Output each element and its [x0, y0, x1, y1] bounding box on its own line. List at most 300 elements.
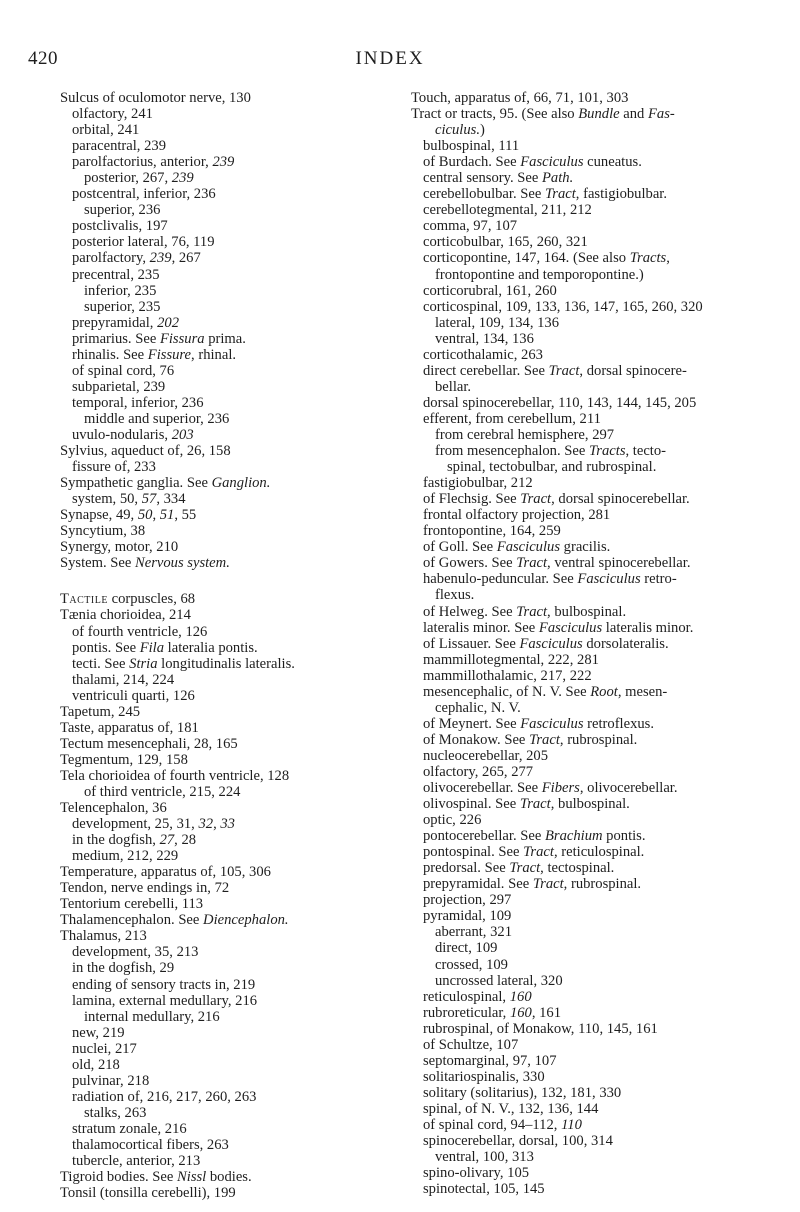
- index-entry: [60, 1185, 410, 1201]
- entry-italic-text: Fibers: [541, 780, 580, 797]
- entry-text: mammillothalamic, 217, 222: [423, 667, 592, 684]
- index-entry: [411, 908, 783, 924]
- index-entry: [60, 507, 410, 523]
- index-entry: [60, 90, 410, 106]
- entry-text: corticorubral, 161, 260: [423, 282, 557, 299]
- entry-text: olfactory, 265, 277: [423, 763, 534, 780]
- entry-text: direct, 109: [435, 940, 498, 957]
- entry-text: parolfactorius, anterior,: [72, 154, 213, 171]
- index-entry: [411, 507, 783, 523]
- index-entry: [60, 640, 410, 656]
- entry-italic-text: Tract: [544, 186, 576, 203]
- entry-text: fastigiobulbar, 212: [423, 475, 533, 492]
- index-entry: [60, 816, 410, 832]
- index-entry: [411, 443, 783, 459]
- index-entry: [60, 720, 410, 736]
- entry-text: longitudinalis lateralis.: [157, 655, 295, 672]
- index-entry: [60, 768, 410, 784]
- index-entry: [60, 491, 410, 507]
- index-entry: [60, 347, 410, 363]
- entry-text: retroflexus.: [583, 715, 655, 732]
- index-entry: [60, 977, 410, 993]
- entry-text: of Meynert. See: [423, 715, 521, 732]
- entry-text: efferent, from cerebellum, 211: [423, 410, 601, 427]
- entry-text: frontopontine, 164, 259: [423, 523, 561, 540]
- index-entry: [411, 1181, 783, 1197]
- index-entry: [411, 780, 783, 796]
- index-entry: [60, 784, 410, 800]
- entry-text: aberrant, 321: [435, 924, 512, 941]
- index-entry: [411, 700, 783, 716]
- entry-text: of Helweg. See: [423, 603, 517, 620]
- entry-text: , 55: [174, 507, 197, 524]
- entry-text: new, 219: [72, 1024, 125, 1041]
- entry-text: , ventral spinocerebellar.: [547, 555, 691, 572]
- entry-text: middle and superior, 236: [84, 410, 230, 427]
- index-column-left: [60, 90, 410, 1201]
- entry-text: in the dogfish,: [72, 832, 160, 849]
- entry-text: comma, 97, 107: [423, 218, 518, 235]
- entry-text: prima.: [204, 330, 246, 347]
- entry-text: Sulcus of oculomotor nerve, 130: [60, 90, 251, 106]
- entry-text: in the dogfish, 29: [72, 960, 175, 977]
- entry-text: , 161: [531, 1004, 562, 1021]
- entry-text: lateralis minor.: [602, 619, 694, 636]
- index-entry: [60, 1169, 410, 1185]
- entry-text: central sensory. See: [423, 170, 543, 187]
- entry-text: pontocerebellar. See: [423, 828, 545, 845]
- index-entry: [60, 411, 410, 427]
- entry-italic-text: Tract: [516, 603, 548, 620]
- entry-italic-text: 160: [509, 988, 532, 1005]
- entry-text: postclivalis, 197: [72, 218, 168, 235]
- entry-italic-text: ciculus.: [435, 122, 480, 139]
- entry-text: ending of sensory tracts in, 219: [72, 976, 256, 993]
- entry-text: lamina, external medullary, 216: [72, 992, 258, 1009]
- entry-text: old, 218: [72, 1056, 120, 1073]
- index-entry: [411, 411, 783, 427]
- index-entry: [60, 379, 410, 395]
- entry-text: direct cerebellar. See: [423, 362, 549, 379]
- entry-text: , 267: [171, 250, 201, 267]
- index-entry: [60, 459, 410, 475]
- entry-italic-text: Tract: [516, 555, 548, 572]
- entry-text: prepyramidal,: [72, 314, 158, 331]
- index-entry: [60, 283, 410, 299]
- index-entry: [411, 347, 783, 363]
- index-entry: [411, 1037, 783, 1053]
- entry-italic-text: Tract: [532, 876, 564, 893]
- entry-italic-text: Tract: [520, 491, 552, 508]
- entry-text: prepyramidal. See: [423, 876, 533, 893]
- index-entry: [411, 218, 783, 234]
- index-entry: [411, 957, 783, 973]
- entry-text: rubrospinal, of Monakow, 110, 145, 161: [423, 1020, 658, 1037]
- index-entry: [411, 844, 783, 860]
- entry-text: superior, 236: [84, 202, 161, 219]
- index-entry: [411, 363, 783, 379]
- index-entry: [411, 860, 783, 876]
- entry-text: solitariospinalis, 330: [423, 1068, 545, 1085]
- entry-italic-text: 203: [171, 426, 194, 443]
- entry-text: of Gowers. See: [423, 555, 517, 572]
- index-entry: [411, 1021, 783, 1037]
- entry-text: uncrossed lateral, 320: [435, 972, 563, 989]
- entry-italic-text: Brachium: [544, 828, 603, 845]
- index-entry: [411, 267, 783, 283]
- index-entry: [411, 138, 783, 154]
- index-entry: [411, 1133, 783, 1149]
- index-entry: [411, 331, 783, 347]
- index-entry: [411, 989, 783, 1005]
- entry-text: , rhinal.: [191, 346, 237, 363]
- entry-text: crossed, 109: [435, 956, 508, 973]
- entry-text: projection, 297: [423, 892, 512, 909]
- entry-text: orbital, 241: [72, 122, 140, 139]
- entry-text: thalami, 214, 224: [72, 671, 175, 688]
- running-title: INDEX: [355, 48, 425, 69]
- index-entry: [411, 186, 783, 202]
- index-entry: [60, 896, 410, 912]
- index-entry: [60, 202, 410, 218]
- entry-text: rubroreticular,: [423, 1004, 510, 1021]
- entry-italic-text: 32: [198, 816, 214, 833]
- index-entry: [60, 1041, 410, 1057]
- entry-text: ventriculi quarti, 126: [72, 687, 195, 704]
- entry-text: Touch, apparatus of, 66, 71, 101, 303: [411, 90, 629, 106]
- entry-text: posterior, 267,: [84, 170, 172, 187]
- entry-text: of Goll. See: [423, 539, 497, 556]
- entry-italic-text: 239: [171, 170, 194, 187]
- entry-text: Telencephalon, 36: [60, 800, 167, 817]
- entry-text: Syncytium, 38: [60, 523, 146, 540]
- index-entry: [411, 587, 783, 603]
- entry-text: cuneatus.: [583, 154, 642, 171]
- entry-text: radiation of, 216, 217, 260, 263: [72, 1088, 257, 1105]
- entry-text: development, 25, 31,: [72, 816, 199, 833]
- entry-text: medium, 212, 229: [72, 848, 179, 865]
- entry-text: spino-olivary, 105: [423, 1165, 530, 1182]
- entry-text: solitary (solitarius), 132, 181, 330: [423, 1084, 622, 1101]
- entry-text: predorsal. See: [423, 860, 510, 877]
- entry-italic-text: Fasciculus: [520, 154, 584, 171]
- index-entry: [60, 704, 410, 720]
- entry-text: from cerebral hemisphere, 297: [435, 426, 615, 443]
- index-entry: [60, 331, 410, 347]
- entry-italic-text: Tract: [523, 844, 554, 861]
- entry-text: dorsolateralis.: [582, 635, 669, 652]
- index-entry: [60, 395, 410, 411]
- entry-text: of fourth ventricle, 126: [72, 623, 208, 640]
- entry-italic-text: Tracts: [589, 443, 626, 460]
- index-entry: [411, 90, 783, 106]
- index-entry: [60, 607, 410, 623]
- entry-italic-text: 202: [157, 314, 179, 331]
- index-entry: [60, 267, 410, 283]
- index-entry: [411, 1149, 783, 1165]
- entry-italic-text: Tract: [509, 860, 541, 877]
- index-entry: [411, 1053, 783, 1069]
- entry-italic-text: 57: [141, 491, 157, 508]
- index-entry: [60, 106, 410, 122]
- index-entry: [60, 944, 410, 960]
- entry-text: of Lissauer. See: [423, 635, 520, 652]
- entry-italic-text: Diencephalon.: [203, 912, 289, 929]
- index-entry: [60, 624, 410, 640]
- entry-text: ,: [666, 250, 670, 267]
- entry-text: corpuscles, 68: [107, 591, 196, 608]
- entry-text: bellar.: [435, 378, 472, 395]
- entry-text: , rubrospinal.: [559, 731, 638, 748]
- entry-text: rhinalis. See: [72, 346, 148, 363]
- index-entry: [60, 315, 410, 331]
- entry-text: Taste, apparatus of, 181: [60, 719, 199, 736]
- entry-text: spinocerebellar, dorsal, 100, 314: [423, 1133, 613, 1150]
- entry-text: of Monakow. See: [423, 731, 530, 748]
- entry-text: Tectum mesencephali, 28, 165: [60, 735, 238, 752]
- entry-text: mammillotegmental, 222, 281: [423, 651, 599, 668]
- entry-text: , dorsal spinocere-: [579, 362, 687, 379]
- entry-text: lateralis minor. See: [423, 619, 539, 636]
- entry-italic-text: 239: [212, 154, 235, 171]
- entry-text: , reticulospinal.: [553, 844, 645, 861]
- index-entry: [60, 234, 410, 250]
- entry-italic-text: 110: [561, 1117, 582, 1133]
- entry-text: , tecto-: [625, 443, 667, 460]
- index-entry: [411, 684, 783, 700]
- index-entry: [411, 459, 783, 475]
- entry-text: pulvinar, 218: [72, 1072, 150, 1089]
- index-entry: [60, 1137, 410, 1153]
- index-entry: [411, 1085, 783, 1101]
- entry-text: Synergy, motor, 210: [60, 539, 179, 556]
- index-entry: [411, 892, 783, 908]
- index-entry: [60, 960, 410, 976]
- entry-text: of Burdach. See: [423, 154, 521, 171]
- entry-text: Tract or tracts, 95. (See also: [411, 106, 579, 123]
- entry-italic-text: Stria: [129, 655, 158, 672]
- entry-text: optic, 226: [423, 812, 482, 829]
- index-entry: [60, 912, 410, 928]
- entry-text: corticobulbar, 165, 260, 321: [423, 234, 588, 251]
- index-entry: [411, 250, 783, 266]
- entry-text: tubercle, anterior, 213: [72, 1153, 201, 1170]
- entry-text: Tænia chorioidea, 214: [60, 607, 191, 624]
- entry-italic-text: Tract: [519, 796, 551, 813]
- entry-text: ventral, 100, 313: [435, 1149, 534, 1166]
- index-entry: [60, 1073, 410, 1089]
- index-entry: [411, 1117, 783, 1133]
- index-entry: [60, 864, 410, 880]
- page-header: [28, 48, 752, 74]
- entry-text: System. See: [60, 555, 135, 572]
- entry-text: system, 50,: [72, 491, 142, 508]
- index-entry: [411, 940, 783, 956]
- entry-text: flexus.: [435, 587, 475, 604]
- entry-text: of third ventricle, 215, 224: [84, 783, 241, 800]
- index-entry: [60, 299, 410, 315]
- entry-text: of Schultze, 107: [423, 1036, 519, 1053]
- entry-italic-text: Tract: [529, 731, 560, 748]
- index-column-right: [411, 90, 783, 1197]
- entry-text: , olivocerebellar.: [579, 780, 678, 797]
- entry-text: bulbospinal, 111: [423, 138, 520, 155]
- entry-italic-text: 239: [149, 250, 172, 267]
- index-entry: [411, 122, 783, 138]
- entry-text: Tentorium cerebelli, 113: [60, 896, 204, 913]
- index-entry: [411, 748, 783, 764]
- index-entry: [411, 796, 783, 812]
- entry-text: , mesen-: [617, 683, 668, 700]
- index-entry: [411, 1101, 783, 1117]
- index-entry: [60, 363, 410, 379]
- index-entry: [411, 427, 783, 443]
- entry-italic-text: 33: [220, 816, 235, 833]
- entry-text: Tela chorioidea of fourth ventricle, 128: [60, 767, 290, 784]
- entry-italic-text: Tract: [548, 362, 580, 379]
- entry-text: of spinal cord, 76: [72, 362, 175, 379]
- index-entry: [411, 571, 783, 587]
- entry-text: pyramidal, 109: [423, 908, 512, 925]
- index-entry: [60, 1009, 410, 1025]
- entry-text: Temperature, apparatus of, 105, 306: [60, 864, 271, 881]
- entry-text: corticothalamic, 263: [423, 346, 543, 363]
- index-entry: [60, 170, 410, 186]
- index-entry: [60, 427, 410, 443]
- entry-text: corticopontine, 147, 164. (See also: [423, 250, 630, 267]
- index-entry: [411, 379, 783, 395]
- entry-italic-text: Ganglion.: [211, 475, 271, 492]
- entry-text: spinotectal, 105, 145: [423, 1181, 545, 1198]
- index-entry: [60, 591, 410, 607]
- index-entry: [411, 555, 783, 571]
- entry-text: reticulospinal,: [423, 988, 510, 1005]
- entry-text: Sympathetic ganglia. See: [60, 475, 212, 492]
- entry-italic-text: Fas-: [647, 106, 675, 123]
- entry-text: gracilis.: [560, 539, 611, 556]
- entry-text: , fastigiobulbar.: [575, 186, 667, 203]
- entry-italic-text: Fissura: [159, 330, 205, 347]
- entry-text: Thalamencephalon. See: [60, 912, 204, 929]
- index-entry: [60, 832, 410, 848]
- index-entry: [60, 848, 410, 864]
- entry-text: internal medullary, 216: [84, 1008, 220, 1025]
- index-entry: [60, 800, 410, 816]
- entry-text: Tendon, nerve endings in, 72: [60, 880, 230, 897]
- entry-italic-text: Fasciculus: [577, 571, 641, 588]
- index-entry: [60, 1105, 410, 1121]
- index-entry: [60, 736, 410, 752]
- index-entry: [60, 752, 410, 768]
- index-entry: [60, 1121, 410, 1137]
- index-entry: [60, 218, 410, 234]
- index-entry: [60, 122, 410, 138]
- entry-text: , 334: [156, 491, 186, 508]
- index-entry: [411, 106, 783, 122]
- entry-italic-text: Fissure: [147, 346, 192, 363]
- page-number: 420: [28, 48, 58, 69]
- entry-text: superior, 235: [84, 298, 161, 315]
- index-entry: [411, 170, 783, 186]
- entry-text: tecti. See: [72, 655, 130, 672]
- entry-text: olivocerebellar. See: [423, 780, 542, 797]
- entry-italic-text: Bundle: [578, 106, 620, 123]
- index-entry: [60, 656, 410, 672]
- entry-text: parolfactory,: [72, 250, 150, 267]
- entry-text: Sylvius, aqueduct of, 26, 158: [60, 443, 231, 460]
- index-entry: [60, 1025, 410, 1041]
- index-entry: [411, 1069, 783, 1085]
- index-entry: [411, 812, 783, 828]
- entry-italic-text: Fasciculus: [496, 539, 561, 556]
- entry-text: pontis. See: [72, 639, 140, 656]
- entry-text: inferior, 235: [84, 282, 157, 299]
- entry-text: cerebellobulbar. See: [423, 186, 545, 203]
- entry-text: habenulo-peduncular. See: [423, 571, 578, 588]
- entry-text: dorsal spinocerebellar, 110, 143, 144, 145, 205: [423, 394, 697, 411]
- index-entry: [411, 283, 783, 299]
- index-entry: [411, 924, 783, 940]
- index-entry: [411, 652, 783, 668]
- entry-text: temporal, inferior, 236: [72, 394, 204, 411]
- entry-text: retro-: [640, 571, 677, 588]
- entry-text: Synapse, 49,: [60, 507, 138, 524]
- index-entry: [60, 880, 410, 896]
- index-entry: [60, 555, 410, 571]
- entry-italic-text: 27: [159, 832, 175, 849]
- entry-text: lateralia pontis.: [164, 639, 258, 656]
- entry-text: from mesencephalon. See: [435, 443, 589, 460]
- index-entry: [411, 491, 783, 507]
- entry-text: stalks, 263: [84, 1104, 147, 1121]
- entry-text: ,: [152, 507, 160, 524]
- index-entry: [60, 154, 410, 170]
- entry-text: corticospinal, 109, 133, 136, 147, 165, 260, 320: [423, 298, 703, 315]
- entry-text: uvulo-nodularis,: [72, 426, 172, 443]
- entry-text: development, 35, 213: [72, 944, 199, 961]
- entry-text: subparietal, 239: [72, 378, 166, 395]
- index-entry: [411, 716, 783, 732]
- index-entry: [411, 636, 783, 652]
- entry-text: thalamocortical fibers, 263: [72, 1137, 229, 1153]
- entry-text: frontal olfactory projection, 281: [423, 507, 611, 524]
- entry-text: ventral, 134, 136: [435, 330, 534, 347]
- entry-text: fissure of, 233: [72, 459, 156, 476]
- index-entry: [411, 1005, 783, 1021]
- index-entry: [60, 1057, 410, 1073]
- index-entry: [60, 993, 410, 1009]
- index-entry: [60, 688, 410, 704]
- index-entry: [411, 395, 783, 411]
- entry-text: primarius. See: [72, 330, 160, 347]
- entry-text: , bulbospinal.: [550, 796, 630, 813]
- index-entry: [411, 154, 783, 170]
- index-entry: [411, 764, 783, 780]
- entry-text: posterior lateral, 76, 119: [72, 234, 215, 251]
- index-entry: [60, 475, 410, 491]
- index-entry: [60, 928, 410, 944]
- entry-text: Tapetum, 245: [60, 703, 141, 720]
- entry-text: Thalamus, 213: [60, 928, 147, 945]
- index-entry: [411, 604, 783, 620]
- entry-text: precentral, 235: [72, 266, 160, 283]
- entry-italic-text: Tracts: [629, 250, 667, 267]
- entry-italic-text: 51: [159, 507, 175, 524]
- index-entry: [411, 475, 783, 491]
- entry-text: , bulbospinal.: [547, 603, 627, 620]
- entry-text: of spinal cord, 94–112,: [423, 1117, 562, 1133]
- entry-italic-text: Fasciculus: [519, 635, 583, 652]
